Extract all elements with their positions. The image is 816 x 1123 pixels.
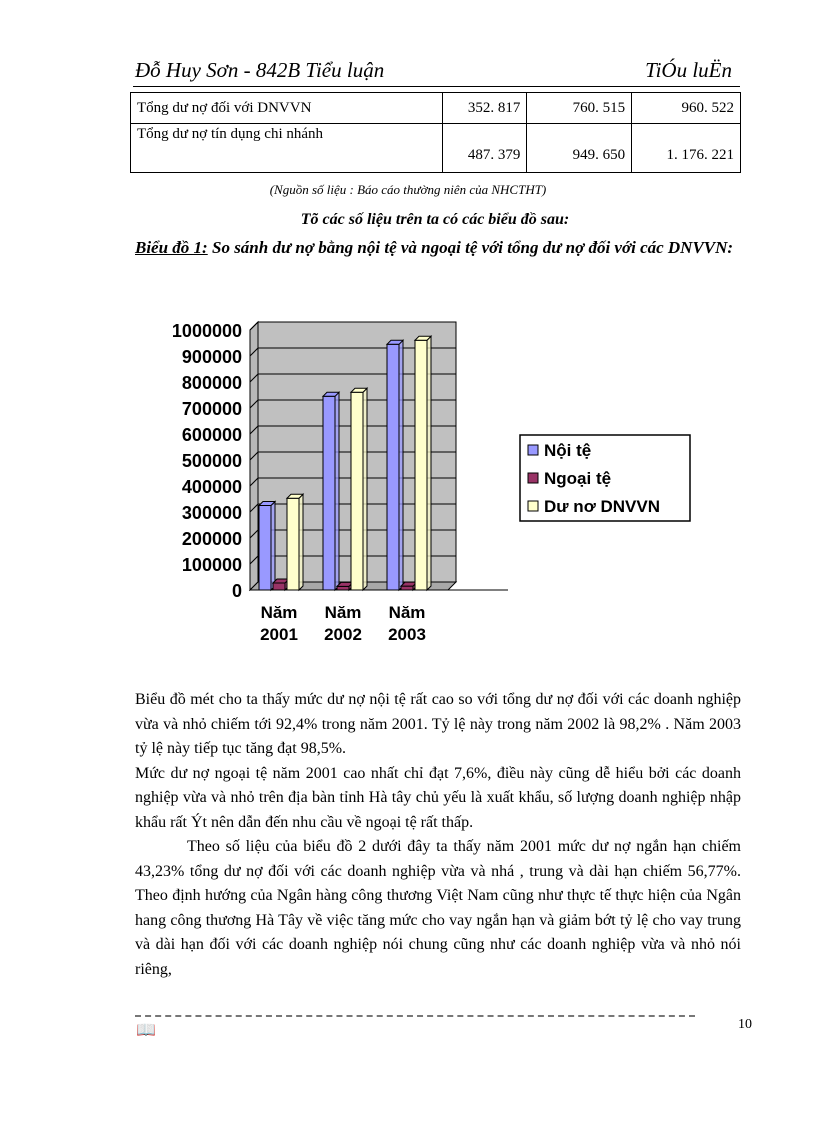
cell-2001: 352. 817 — [443, 93, 527, 124]
paragraph-1: Biểu đồ mét cho ta thấy mức dư nợ nội tệ rất cao so với tổng dư nợ đối với các doanh nghiệp vừa và nhỏ chiếm tới 92,4% trong năm 2001. Tỷ lệ này trong năm 2002 là 98,2% . Năm 2003 tỷ lệ này tiếp tục tăng đạt 98,5%. — [135, 691, 741, 757]
bar-side — [363, 388, 367, 590]
y-tick-label: 500000 — [181, 451, 242, 471]
cell-2002: 760. 515 — [527, 93, 632, 124]
x-tick-label: 2002 — [324, 625, 362, 644]
header-section-title: TiÓu luËn — [645, 58, 732, 82]
page-number: 10 — [738, 1017, 752, 1032]
bar-front — [387, 344, 399, 590]
legend-label: Nội tệ — [544, 441, 592, 460]
y-tick-label: 1000000 — [171, 321, 242, 341]
y-tick-label: 300000 — [181, 503, 242, 523]
y-tick-label: 100000 — [181, 555, 242, 575]
chart-caption — [135, 235, 741, 260]
y-tick-label: 800000 — [181, 373, 242, 393]
intro-line: Tõ các số liệu trên ta có các biểu đồ sau: — [300, 211, 570, 228]
bar-front — [273, 583, 285, 590]
bar-front — [287, 498, 299, 590]
x-tick-label: 2001 — [260, 625, 298, 644]
paragraph-2: Mức dư nợ ngoại tệ năm 2001 cao nhất chỉ đạt 7,6%, điều này cũng dễ hiểu bởi các doanh nghiệp vừa và nhỏ trên địa bàn tỉnh Hà tây chủ yếu là xuất khẩu, số lượng doanh nghiệp nhập khẩu rất Ýt nên dẫn đến nhu cầu về ngoại tệ rất thấp. — [135, 764, 741, 831]
legend-swatch — [528, 473, 538, 483]
y-tick-label: 900000 — [181, 347, 242, 367]
bar-side — [335, 392, 339, 590]
bar-front — [401, 586, 413, 590]
caption-label: Biểu đồ 1: — [135, 238, 208, 257]
row-label: Tổng dư nợ tín dụng chi nhánh — [131, 124, 443, 173]
y-tick-label: 400000 — [181, 477, 242, 497]
page-header — [133, 56, 740, 87]
loan-table — [130, 92, 741, 173]
table-row — [131, 124, 741, 173]
y-tick-label: 700000 — [181, 399, 242, 419]
bar-front — [259, 506, 271, 591]
bar-side — [299, 494, 303, 590]
bar-side — [399, 340, 403, 590]
table-row — [131, 93, 741, 124]
legend-label: Ngoại tệ — [544, 469, 612, 488]
x-tick-label: Năm — [388, 603, 426, 622]
bar-front — [415, 340, 427, 590]
legend-swatch — [528, 501, 538, 511]
cell-2002: 949. 650 — [527, 124, 632, 173]
legend-swatch — [528, 445, 538, 455]
bar-chart — [150, 310, 710, 650]
footer-divider — [135, 1015, 695, 1017]
cell-2003: 1. 176. 221 — [632, 124, 741, 173]
legend-label: Dư nơ DNVVN — [544, 497, 661, 516]
x-tick-label: Năm — [324, 603, 362, 622]
bar-front — [351, 392, 363, 590]
y-tick-label: 0 — [231, 581, 242, 601]
cell-2003: 960. 522 — [632, 93, 741, 124]
bar-side — [271, 502, 275, 591]
row-label: Tổng dư nợ đối với DNVVN — [131, 93, 443, 124]
bar-side — [427, 336, 431, 590]
header-author-title: Đỗ Huy Sơn - 842B Tiểu luận — [135, 58, 385, 82]
x-tick-label: Năm — [260, 603, 298, 622]
body-text — [135, 688, 741, 982]
source-note: (Nguồn số liệu : Báo cáo thường niên của NHCTHT) — [269, 182, 547, 197]
bar-front — [323, 396, 335, 590]
y-tick-label: 200000 — [181, 529, 242, 549]
paragraph-3: Theo số liệu của biểu đồ 2 dưới đây ta thấy năm 2001 mức dư nợ ngắn hạn chiếm 43,23% tổng dư nợ đối với các doanh nghiệp vừa và nhá , trung và dài hạn chiếm 56,77%. Theo định hướng của Ngân hàng công thương Việt Nam cũng như thực tế thực hiện của Ngân hang công thương Hà Tây về việc tăng mức cho vay ngắn hạn và giảm bớt tỷ lệ cho vay trung và dài hạn đối với các doanh nghiệp nói chung cũng như các doanh nghiệp vừa và nhỏ nói riêng, — [135, 838, 741, 978]
y-tick-label: 600000 — [181, 425, 242, 445]
bar-front — [337, 586, 349, 590]
caption-text: So sánh dư nợ bằng nội tệ và ngoại tệ với tổng dư nợ đối với các DNVVN: — [207, 238, 734, 257]
book-icon: 📖 — [136, 1022, 156, 1039]
cell-2001: 487. 379 — [443, 124, 527, 173]
x-tick-label: 2003 — [388, 625, 426, 644]
